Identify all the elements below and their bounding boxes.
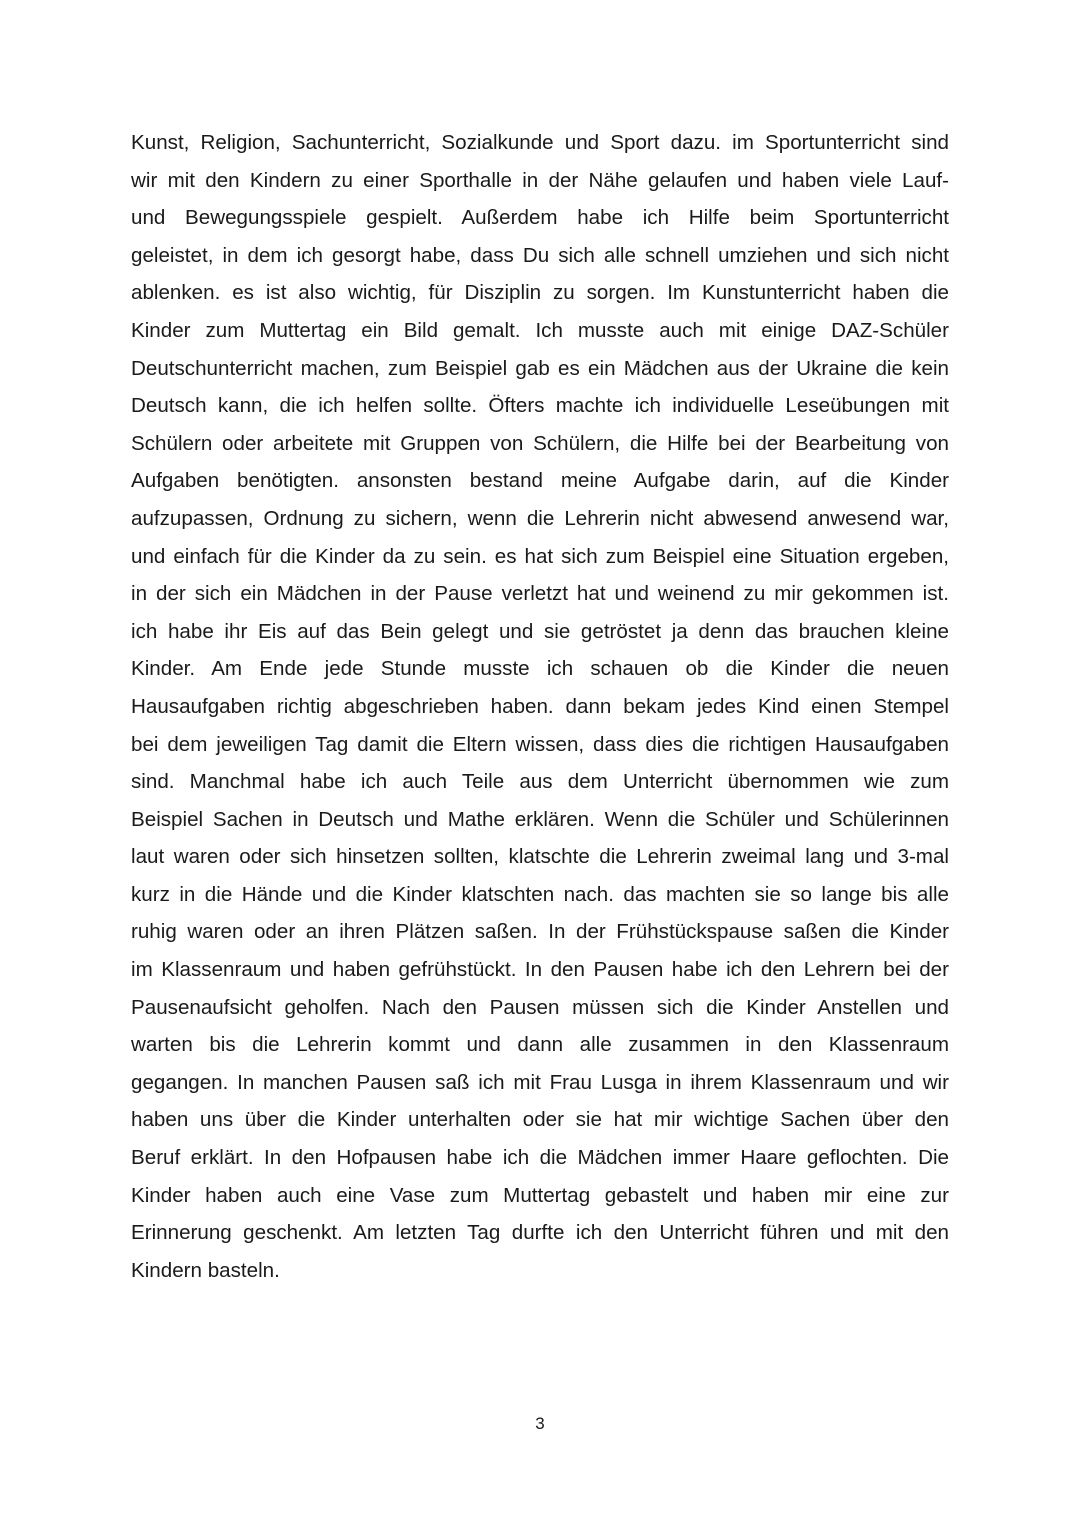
text-line: ruhig waren oder an ihren Plätzen saßen. In der Frühstückspause saßen die Kinder xyxy=(131,920,949,944)
text-line: Kinder. Am Ende jede Stunde musste ich schauen ob die Kinder die neuen xyxy=(131,657,949,681)
text-line: Pausenaufsicht geholfen. Nach den Pausen müssen sich die Kinder Anstellen und xyxy=(131,995,949,1019)
text-line: warten bis die Lehrerin kommt und dann alle zusammen in den Klassenraum xyxy=(131,1033,949,1057)
text-line: Beispiel Sachen in Deutsch und Mathe erklären. Wenn die Schüler und Schülerinnen xyxy=(131,807,949,831)
text-line: Kinder zum Muttertag ein Bild gemalt. Ich musste auch mit einige DAZ-Schüler xyxy=(131,318,949,342)
text-line: aufzupassen, Ordnung zu sichern, wenn die Lehrerin nicht abwesend anwesend war, xyxy=(131,506,949,530)
text-line: Kinder haben auch eine Vase zum Muttertag gebastelt und haben mir eine zur xyxy=(131,1183,949,1207)
text-line: Aufgaben benötigten. ansonsten bestand meine Aufgabe darin, auf die Kinder xyxy=(131,469,949,493)
text-line: im Klassenraum und haben gefrühstückt. In den Pausen habe ich den Lehrern bei der xyxy=(131,958,949,982)
text-line: bei dem jeweiligen Tag damit die Eltern wissen, dass dies die richtigen Hausaufgaben xyxy=(131,732,949,756)
text-line: ich habe ihr Eis auf das Bein gelegt und sie getröstet ja denn das brauchen kleine xyxy=(131,619,949,643)
page-number: 3 xyxy=(535,1414,545,1433)
text-line: Beruf erklärt. In den Hofpausen habe ich die Mädchen immer Haare geflochten. Die xyxy=(131,1146,949,1170)
text-line: Deutsch kann, die ich helfen sollte. Öfters machte ich individuelle Leseübungen mit xyxy=(131,394,949,418)
text-line: sind. Manchmal habe ich auch Teile aus dem Unterricht übernommen wie zum xyxy=(131,770,949,794)
body-paragraph xyxy=(131,124,949,1289)
text-line: und Bewegungsspiele gespielt. Außerdem habe ich Hilfe beim Sportunterricht xyxy=(131,206,949,230)
text-line: ablenken. es ist also wichtig, für Disziplin zu sorgen. Im Kunstunterricht haben die xyxy=(131,281,949,305)
text-line: kurz in die Hände und die Kinder klatschten nach. das machten sie so lange bis alle xyxy=(131,882,949,906)
text-line: Deutschunterricht machen, zum Beispiel gab es ein Mädchen aus der Ukraine die kein xyxy=(131,356,949,380)
text-line: und einfach für die Kinder da zu sein. es hat sich zum Beispiel eine Situation ergeben, xyxy=(131,544,949,568)
text-line: gegangen. In manchen Pausen saß ich mit Frau Lusga in ihrem Klassenraum und wir xyxy=(131,1070,949,1094)
text-line: Kunst, Religion, Sachunterricht, Sozialkunde und Sport dazu. im Sportunterricht sind xyxy=(131,131,949,154)
text-line: wir mit den Kindern zu einer Sporthalle in der Nähe gelaufen und haben viele Lauf- xyxy=(131,168,949,192)
text-line: Erinnerung geschenkt. Am letzten Tag durfte ich den Unterricht führen und mit den xyxy=(131,1221,949,1245)
text-line: Hausaufgaben richtig abgeschrieben haben. dann bekam jedes Kind einen Stempel xyxy=(131,694,949,718)
text-line-last: Kindern basteln. xyxy=(131,1258,280,1282)
text-line: Schülern oder arbeitete mit Gruppen von Schülern, die Hilfe bei der Bearbeitung von xyxy=(131,431,949,455)
text-line: laut waren oder sich hinsetzen sollten, klatschte die Lehrerin zweimal lang und 3-mal xyxy=(131,845,949,869)
text-line: geleistet, in dem ich gesorgt habe, dass Du sich alle schnell umziehen und sich nicht xyxy=(131,243,949,267)
text-line: in der sich ein Mädchen in der Pause verletzt hat und weinend zu mir gekommen ist. xyxy=(131,582,949,606)
text-line: haben uns über die Kinder unterhalten oder sie hat mir wichtige Sachen über den xyxy=(131,1108,949,1132)
